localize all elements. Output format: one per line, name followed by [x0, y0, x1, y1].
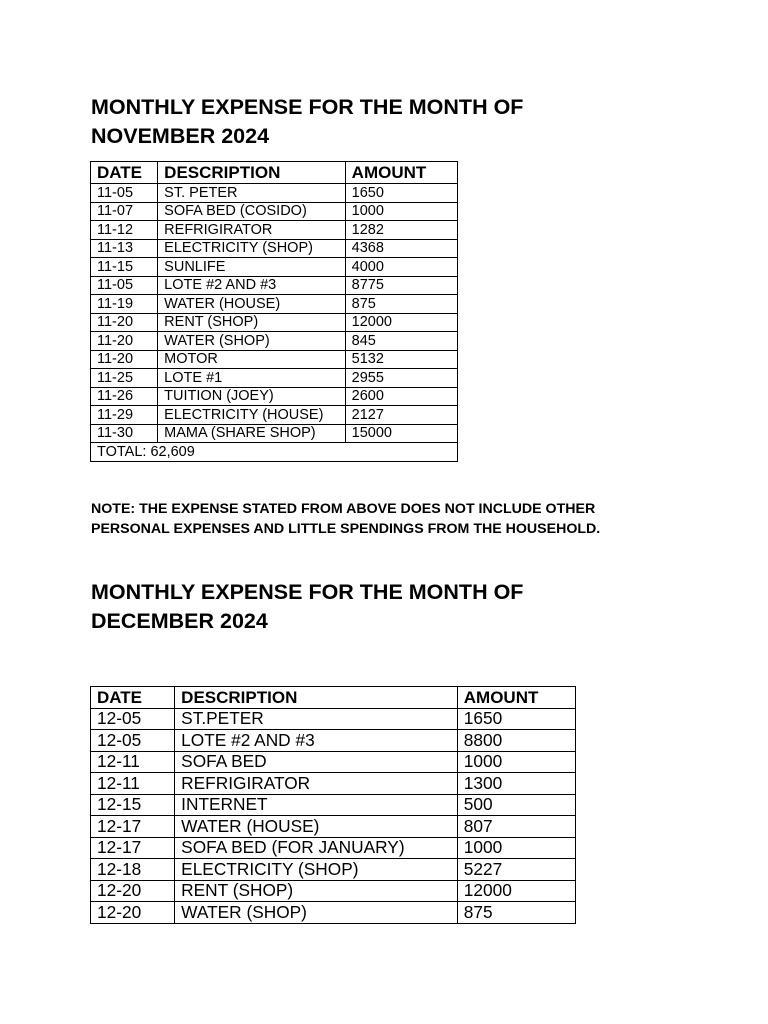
date-cell: 12-18	[91, 859, 175, 881]
table-row	[91, 837, 576, 859]
description-cell: SOFA BED (FOR JANUARY)	[175, 837, 458, 859]
amount-cell: 1650	[345, 184, 457, 203]
amount-cell: 2955	[345, 369, 457, 388]
amount-cell: 5132	[345, 350, 457, 369]
amount-cell: 1000	[457, 837, 575, 859]
amount-cell: 12000	[345, 313, 457, 332]
table-row	[91, 313, 458, 332]
table-row	[91, 276, 458, 295]
description-cell: LOTE #2 AND #3	[158, 276, 346, 295]
november-table-body	[91, 184, 458, 443]
november-title	[91, 93, 523, 151]
date-cell: 11-30	[91, 424, 158, 443]
description-cell: RENT (SHOP)	[158, 313, 346, 332]
description-cell: MOTOR	[158, 350, 346, 369]
description-cell: INTERNET	[175, 794, 458, 816]
date-cell: 11-05	[91, 184, 158, 203]
amount-cell: 1000	[345, 202, 457, 221]
date-cell: 11-19	[91, 295, 158, 314]
amount-cell: 875	[457, 902, 575, 924]
expense-note	[91, 499, 600, 539]
amount-header: AMOUNT	[457, 687, 575, 709]
description-cell: WATER (HOUSE)	[158, 295, 346, 314]
table-row	[91, 202, 458, 221]
table-row	[91, 773, 576, 795]
amount-cell: 8775	[345, 276, 457, 295]
date-header: DATE	[91, 687, 175, 709]
amount-cell: 1300	[457, 773, 575, 795]
date-cell: 12-15	[91, 794, 175, 816]
description-cell: REFRIGIRATOR	[175, 773, 458, 795]
description-cell: LOTE #1	[158, 369, 346, 388]
description-cell: ST. PETER	[158, 184, 346, 203]
date-cell: 11-13	[91, 239, 158, 258]
table-header-row	[91, 687, 576, 709]
description-cell: SOFA BED	[175, 751, 458, 773]
amount-cell: 875	[345, 295, 457, 314]
description-cell: ST.PETER	[175, 708, 458, 730]
date-cell: 11-20	[91, 313, 158, 332]
table-row	[91, 730, 576, 752]
table-row	[91, 239, 458, 258]
amount-cell: 4000	[345, 258, 457, 277]
date-cell: 12-11	[91, 773, 175, 795]
amount-cell: 15000	[345, 424, 457, 443]
date-cell: 11-07	[91, 202, 158, 221]
table-row	[91, 369, 458, 388]
table-row	[91, 184, 458, 203]
description-cell: SOFA BED (COSIDO)	[158, 202, 346, 221]
date-cell: 12-11	[91, 751, 175, 773]
november-title-line1: MONTHLY EXPENSE FOR THE MONTH OF	[91, 95, 524, 119]
description-cell: MAMA (SHARE SHOP)	[158, 424, 346, 443]
total-cell: TOTAL: 62,609	[91, 443, 458, 462]
date-cell: 12-17	[91, 816, 175, 838]
description-cell: RENT (SHOP)	[175, 880, 458, 902]
date-cell: 12-05	[91, 730, 175, 752]
description-cell: SUNLIFE	[158, 258, 346, 277]
date-cell: 12-05	[91, 708, 175, 730]
table-row	[91, 880, 576, 902]
table-row	[91, 258, 458, 277]
amount-cell: 807	[457, 816, 575, 838]
date-cell: 11-25	[91, 369, 158, 388]
december-title	[91, 578, 523, 636]
description-cell: ELECTRICITY (SHOP)	[158, 239, 346, 258]
table-row	[91, 332, 458, 351]
amount-cell: 8800	[457, 730, 575, 752]
date-cell: 11-05	[91, 276, 158, 295]
amount-cell: 5227	[457, 859, 575, 881]
december-table-body	[91, 708, 576, 923]
date-cell: 11-20	[91, 350, 158, 369]
table-row	[91, 751, 576, 773]
table-row	[91, 859, 576, 881]
november-expense-table	[90, 161, 458, 462]
amount-cell: 2600	[345, 387, 457, 406]
description-header: DESCRIPTION	[175, 687, 458, 709]
amount-cell: 1282	[345, 221, 457, 240]
amount-cell: 1650	[457, 708, 575, 730]
description-cell: WATER (HOUSE)	[175, 816, 458, 838]
december-title-line2: DECEMBER 2024	[91, 609, 268, 633]
description-header: DESCRIPTION	[158, 162, 346, 184]
table-row	[91, 350, 458, 369]
date-header: DATE	[91, 162, 158, 184]
december-expense-table	[90, 686, 576, 924]
november-title-line2: NOVEMBER 2024	[91, 124, 270, 148]
date-cell: 11-29	[91, 406, 158, 425]
table-row	[91, 708, 576, 730]
table-row	[91, 794, 576, 816]
total-row	[91, 443, 458, 462]
table-row	[91, 902, 576, 924]
date-cell: 11-15	[91, 258, 158, 277]
note-line2: PERSONAL EXPENSES AND LITTLE SPENDINGS FROM THE HOUSEHOLD.	[91, 521, 601, 537]
amount-cell: 4368	[345, 239, 457, 258]
amount-cell: 500	[457, 794, 575, 816]
date-cell: 11-12	[91, 221, 158, 240]
table-row	[91, 406, 458, 425]
description-cell: TUITION (JOEY)	[158, 387, 346, 406]
note-line1: NOTE: THE EXPENSE STATED FROM ABOVE DOES NOT INCLUDE OTHER	[91, 501, 596, 517]
description-cell: LOTE #2 AND #3	[175, 730, 458, 752]
amount-cell: 2127	[345, 406, 457, 425]
amount-cell: 845	[345, 332, 457, 351]
description-cell: ELECTRICITY (HOUSE)	[158, 406, 346, 425]
amount-header: AMOUNT	[345, 162, 457, 184]
table-row	[91, 387, 458, 406]
date-cell: 11-26	[91, 387, 158, 406]
description-cell: WATER (SHOP)	[175, 902, 458, 924]
table-row	[91, 295, 458, 314]
description-cell: REFRIGIRATOR	[158, 221, 346, 240]
amount-cell: 12000	[457, 880, 575, 902]
description-cell: ELECTRICITY (SHOP)	[175, 859, 458, 881]
amount-cell: 1000	[457, 751, 575, 773]
table-header-row	[91, 162, 458, 184]
table-row	[91, 816, 576, 838]
december-title-line1: MONTHLY EXPENSE FOR THE MONTH OF	[91, 580, 524, 604]
date-cell: 12-20	[91, 880, 175, 902]
date-cell: 12-20	[91, 902, 175, 924]
description-cell: WATER (SHOP)	[158, 332, 346, 351]
table-row	[91, 424, 458, 443]
table-row	[91, 221, 458, 240]
date-cell: 12-17	[91, 837, 175, 859]
date-cell: 11-20	[91, 332, 158, 351]
